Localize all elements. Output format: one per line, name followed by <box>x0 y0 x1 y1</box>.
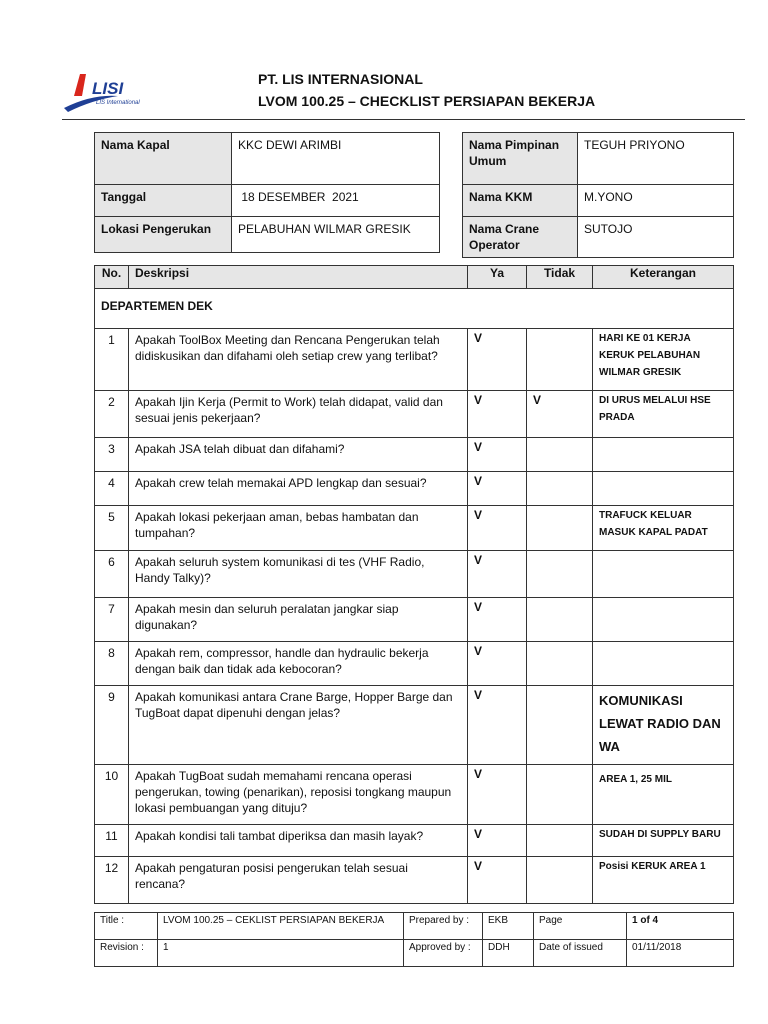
chief-engineer-label: Nama KKM <box>463 185 578 217</box>
vessel-info-table <box>94 132 440 253</box>
row-description: Apakah rem, compressor, handle dan hydraulic bekerja dengan baik dan tidak ada kebocoran? <box>129 642 468 686</box>
header-no: No. <box>95 266 129 289</box>
row-tidak-mark <box>527 765 593 825</box>
row-ya-mark: V <box>468 825 527 857</box>
row-ya-mark: V <box>468 857 527 904</box>
row-ya-mark: V <box>468 472 527 506</box>
row-number: 10 <box>95 765 129 825</box>
row-tidak-mark <box>527 857 593 904</box>
chief-engineer-value: M.YONO <box>578 185 734 217</box>
row-tidak-mark <box>527 598 593 642</box>
footer-prepared-value: EKB <box>483 913 534 940</box>
row-remark: AREA 1, 25 MIL <box>593 765 734 825</box>
date-label: Tanggal <box>95 185 232 217</box>
row-number: 8 <box>95 642 129 686</box>
row-description: Apakah JSA telah dibuat dan difahami? <box>129 438 468 472</box>
location-value: PELABUHAN WILMAR GRESIK <box>232 217 440 253</box>
document-footer <box>94 912 734 967</box>
row-number: 11 <box>95 825 129 857</box>
row-ya-mark: V <box>468 642 527 686</box>
table-row <box>95 686 734 765</box>
row-description: Apakah ToolBox Meeting dan Rencana Pengerukan telah didiskusikan dan difahami oleh setiap crew yang terlibat? <box>129 329 468 391</box>
footer-page-value: 1 of 4 <box>627 913 734 940</box>
row-ya-mark: V <box>468 329 527 391</box>
footer-approved-label: Approved by : <box>404 940 483 967</box>
section-title: DEPARTEMEN DEK <box>95 289 734 329</box>
table-row <box>95 506 734 551</box>
row-remark <box>593 551 734 598</box>
footer-approved-value: DDH <box>483 940 534 967</box>
row-description: Apakah kondisi tali tambat diperiksa dan masih layak? <box>129 825 468 857</box>
row-number: 1 <box>95 329 129 391</box>
row-description: Apakah mesin dan seluruh peralatan jangkar siap digunakan? <box>129 598 468 642</box>
row-ya-mark: V <box>468 438 527 472</box>
row-ya-mark: V <box>468 391 527 438</box>
row-number: 12 <box>95 857 129 904</box>
logo-subtext: LIS International <box>96 100 140 106</box>
row-tidak-mark <box>527 642 593 686</box>
row-tidak-mark <box>527 506 593 551</box>
table-row <box>95 857 734 904</box>
row-remark <box>593 472 734 506</box>
row-tidak-mark <box>527 329 593 391</box>
table-row <box>95 825 734 857</box>
row-number: 6 <box>95 551 129 598</box>
date-value: 18 DESEMBER 2021 <box>232 185 440 217</box>
footer-page-label: Page <box>534 913 627 940</box>
footer-title-label: Title : <box>95 913 158 940</box>
table-row <box>95 598 734 642</box>
header-divider <box>62 119 745 120</box>
row-description: Apakah seluruh system komunikasi di tes (VHF Radio, Handy Talky)? <box>129 551 468 598</box>
row-tidak-mark <box>527 551 593 598</box>
row-number: 9 <box>95 686 129 765</box>
table-row <box>95 472 734 506</box>
footer-prepared-label: Prepared by : <box>404 913 483 940</box>
row-tidak-mark <box>527 472 593 506</box>
crew-info-table <box>462 132 734 258</box>
footer-title-value: LVOM 100.25 – CEKLIST PERSIAPAN BEKERJA <box>158 913 404 940</box>
footer-date-label: Date of issued <box>534 940 627 967</box>
location-label: Lokasi Pengerukan <box>95 217 232 253</box>
row-tidak-mark: V <box>527 391 593 438</box>
row-remark <box>593 642 734 686</box>
row-tidak-mark <box>527 438 593 472</box>
header-keterangan: Keterangan <box>593 266 734 289</box>
footer-revision-label: Revision : <box>95 940 158 967</box>
manager-label: Nama Pimpinan Umum <box>463 133 578 185</box>
row-tidak-mark <box>527 686 593 765</box>
header-ya: Ya <box>468 266 527 289</box>
table-row <box>95 391 734 438</box>
checklist-table <box>94 265 734 904</box>
header-description: Deskripsi <box>129 266 468 289</box>
row-ya-mark: V <box>468 686 527 765</box>
row-remark <box>593 438 734 472</box>
row-ya-mark: V <box>468 551 527 598</box>
header-tidak: Tidak <box>527 266 593 289</box>
vessel-name-label: Nama Kapal <box>95 133 232 185</box>
row-remark <box>593 598 734 642</box>
table-row <box>95 438 734 472</box>
row-description: Apakah crew telah memakai APD lengkap dan sesuai? <box>129 472 468 506</box>
row-description: Apakah Ijin Kerja (Permit to Work) telah didapat, valid dan sesuai jenis pekerjaan? <box>129 391 468 438</box>
row-description: Apakah komunikasi antara Crane Barge, Hopper Barge dan TugBoat dapat dipenuhi dengan jelas? <box>129 686 468 765</box>
table-row <box>95 551 734 598</box>
vessel-name-value: KKC DEWI ARIMBI <box>232 133 440 185</box>
document-title: LVOM 100.25 – CHECKLIST PERSIAPAN BEKERJA <box>258 93 596 109</box>
table-row <box>95 765 734 825</box>
table-row <box>95 329 734 391</box>
footer-date-value: 01/11/2018 <box>627 940 734 967</box>
logo-text: LISI <box>92 79 124 98</box>
row-remark: SUDAH DI SUPPLY BARU <box>593 825 734 857</box>
row-remark: HARI KE 01 KERJA KERUK PELABUHAN WILMAR GRESIK <box>593 329 734 391</box>
row-description: Apakah TugBoat sudah memahami rencana operasi pengerukan, towing (penarikan), reposisi tongkang maupun lokasi pembuangan yang dituju? <box>129 765 468 825</box>
crane-operator-value: SUTOJO <box>578 217 734 258</box>
row-ya-mark: V <box>468 765 527 825</box>
row-number: 4 <box>95 472 129 506</box>
row-remark: TRAFUCK KELUAR MASUK KAPAL PADAT <box>593 506 734 551</box>
row-description: Apakah lokasi pekerjaan aman, bebas hambatan dan tumpahan? <box>129 506 468 551</box>
row-number: 5 <box>95 506 129 551</box>
footer-revision-value: 1 <box>158 940 404 967</box>
crane-operator-label: Nama Crane Operator <box>463 217 578 258</box>
row-number: 2 <box>95 391 129 438</box>
row-tidak-mark <box>527 825 593 857</box>
row-number: 7 <box>95 598 129 642</box>
row-ya-mark: V <box>468 506 527 551</box>
manager-value: TEGUH PRIYONO <box>578 133 734 185</box>
row-remark: Posisi KERUK AREA 1 <box>593 857 734 904</box>
row-remark: DI URUS MELALUI HSE PRADA <box>593 391 734 438</box>
row-ya-mark: V <box>468 598 527 642</box>
company-name: PT. LIS INTERNASIONAL <box>258 71 423 87</box>
company-logo <box>62 70 174 112</box>
row-remark: KOMUNIKASI LEWAT RADIO DAN WA <box>593 686 734 765</box>
row-number: 3 <box>95 438 129 472</box>
table-row <box>95 642 734 686</box>
row-description: Apakah pengaturan posisi pengerukan telah sesuai rencana? <box>129 857 468 904</box>
